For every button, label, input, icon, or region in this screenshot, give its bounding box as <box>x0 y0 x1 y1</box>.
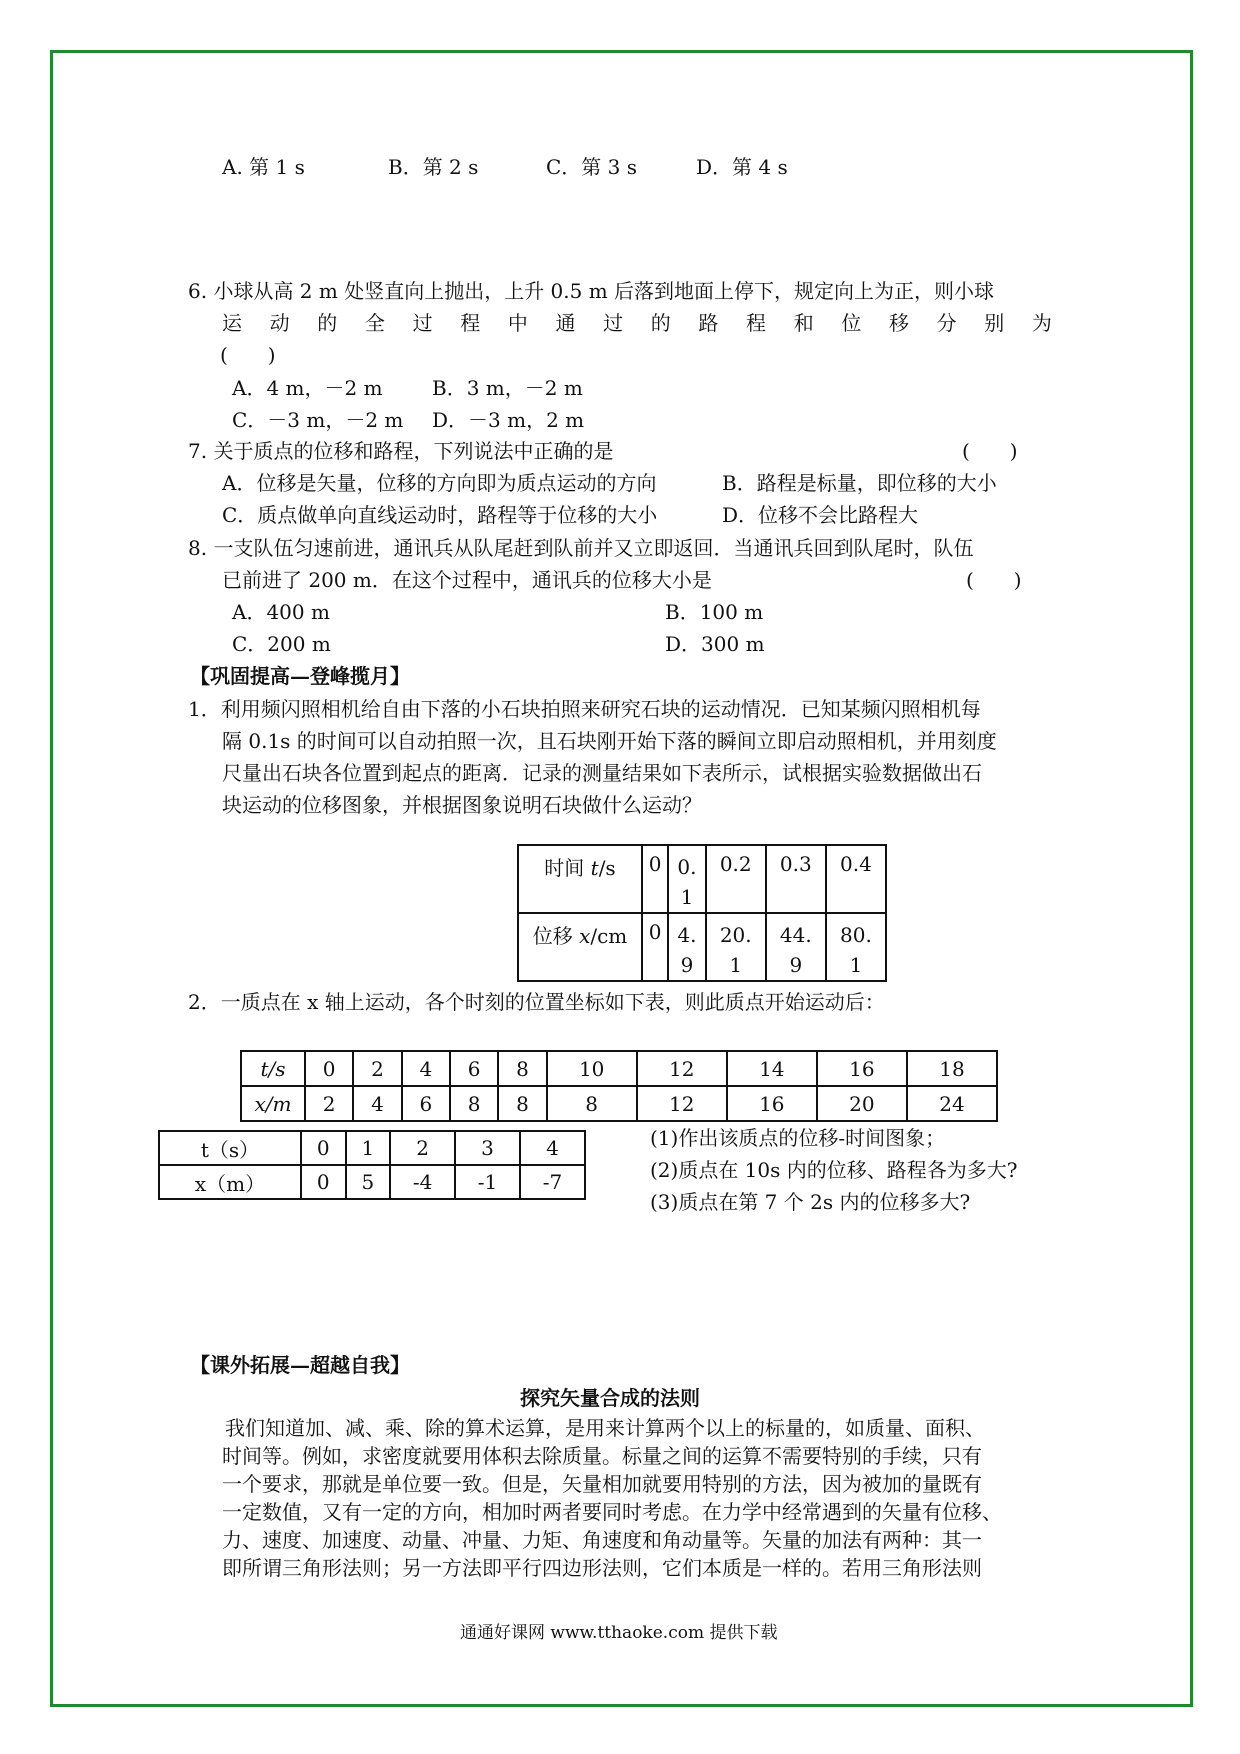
p2-sub-question-1: (1)作出该质点的位移-时间图象； <box>650 1126 946 1150</box>
q7-option-a: A．位移是矢量，位移的方向即为质点运动的方向 <box>222 471 657 495</box>
table-cell: 12 <box>637 1051 727 1086</box>
table-cell: 20 <box>817 1086 907 1121</box>
q7-answer-paren: ( ) <box>962 439 1018 463</box>
q7-option-b: B．路程是标量，即位移的大小 <box>722 471 997 495</box>
table-cell: 16 <box>817 1051 907 1086</box>
q7-stem: 7. 关于质点的位移和路程，下列说法中正确的是 <box>188 439 614 463</box>
table-cell: 2 <box>353 1051 401 1086</box>
q6-stem-line2: 运 动 的 全 过 程 中 通 过 的 路 程 和 位 移 分 别 为 <box>222 311 1052 335</box>
section-title-extension: 【课外拓展—超越自我】 <box>190 1353 410 1377</box>
table-row <box>159 1131 585 1165</box>
table-row <box>241 1051 997 1086</box>
article-title: 探究矢量合成的法则 <box>520 1386 700 1410</box>
table-cell: -1 <box>455 1165 520 1199</box>
table-cell: 16 <box>727 1086 817 1121</box>
p2-small-table <box>158 1130 586 1200</box>
table-row <box>518 913 886 981</box>
q5-option-c: C．第 3 s <box>546 155 638 179</box>
table-cell: 0.4 <box>826 845 886 913</box>
table-cell: 0 <box>301 1131 346 1165</box>
table-cell: -7 <box>520 1165 585 1199</box>
table-cell: 0. 1 <box>668 845 705 913</box>
p1-line2: 隔 0.1s 的时间可以自动拍照一次，且石块刚开始下落的瞬间立即启动照相机，并用刻度 <box>222 729 997 753</box>
article-line: 一定数值，又有一定的方向，相加时两者要同时考虑。在力学中经常遇到的矢量有位移、 <box>222 1500 1002 1524</box>
p2-stem: 2．一质点在 x 轴上运动，各个时刻的位置坐标如下表，则此质点开始运动后： <box>188 990 885 1014</box>
table-cell: t/s <box>241 1051 305 1086</box>
table-cell: 4 <box>402 1051 450 1086</box>
table-cell: 2 <box>305 1086 353 1121</box>
p2-position-table <box>240 1050 998 1122</box>
q6-option-b: B．3 m，－2 m <box>432 376 583 400</box>
table-cell: 2 <box>390 1131 455 1165</box>
article-line: 我们知道加、减、乘、除的算术运算，是用来计算两个以上的标量的，如质量、面积、 <box>205 1416 985 1440</box>
q8-option-d: D．300 m <box>665 632 765 656</box>
table-row <box>241 1086 997 1121</box>
q7-option-d: D．位移不会比路程大 <box>722 503 919 527</box>
table-cell: 5 <box>346 1165 391 1199</box>
table-cell: 14 <box>727 1051 817 1086</box>
q8-stem-line2: 已前进了 200 m．在这个过程中，通讯兵的位移大小是 <box>222 568 712 592</box>
table-cell: 80. 1 <box>826 913 886 981</box>
table-cell: 8 <box>547 1086 637 1121</box>
table-cell: 3 <box>455 1131 520 1165</box>
article-line: 力、速度、加速度、动量、冲量、力矩、角速度和角动量等。矢量的加法有两种：其一 <box>222 1528 982 1552</box>
article-line: 一个要求，那就是单位要一致。但是，矢量相加就要用特别的方法，因为被加的量既有 <box>222 1472 982 1496</box>
p1-line4: 块运动的位移图象，并根据图象说明石块做什么运动？ <box>222 793 702 817</box>
q8-option-b: B．100 m <box>665 600 764 624</box>
q8-option-a: A．400 m <box>232 600 330 624</box>
table-cell: 10 <box>547 1051 637 1086</box>
q5-option-d: D．第 4 s <box>696 155 788 179</box>
table-cell: 0.3 <box>766 845 826 913</box>
table-cell: 8 <box>498 1051 546 1086</box>
table-cell: 0 <box>642 845 668 913</box>
table-cell: 8 <box>498 1086 546 1121</box>
table-cell: x/m <box>241 1086 305 1121</box>
table-cell: 4 <box>520 1131 585 1165</box>
table-cell: 0 <box>305 1051 353 1086</box>
table-cell: 18 <box>907 1051 997 1086</box>
table-cell: 0.2 <box>706 845 766 913</box>
q5-option-b: B．第 2 s <box>388 155 479 179</box>
q6-option-d: D．－3 m，2 m <box>432 408 585 432</box>
p1-line3: 尺量出石块各位置到起点的距离．记录的测量结果如下表所示，试根据实验数据做出石 <box>222 761 982 785</box>
table-cell: 8 <box>450 1086 498 1121</box>
table-cell: 12 <box>637 1086 727 1121</box>
table-cell: 位移 x/cm <box>518 913 642 981</box>
q6-stem-line1: 6. 小球从高 2 m 处竖直向上抛出，上升 0.5 m 后落到地面上停下，规定向上为正，则小球 <box>188 279 995 303</box>
p1-line1: 1．利用频闪照相机给自由下落的小石块拍照来研究石块的运动情况．已知某频闪照相机每 <box>188 697 981 721</box>
q6-option-c: C．－3 m，－2 m <box>232 408 404 432</box>
table-cell: 44. 9 <box>766 913 826 981</box>
table-cell: x（m） <box>159 1165 301 1199</box>
article-line: 即所谓三角形法则；另一方法即平行四边形法则，它们本质是一样的。若用三角形法则 <box>222 1556 982 1580</box>
table-cell: 0 <box>642 913 668 981</box>
q8-answer-paren: ( ) <box>966 568 1022 592</box>
table-row <box>518 845 886 913</box>
table-cell: t（s） <box>159 1131 301 1165</box>
section-title-consolidate: 【巩固提高—登峰揽月】 <box>190 664 410 688</box>
q5-option-a: A. 第 1 s <box>222 155 305 179</box>
p2-sub-question-3: (3)质点在第 7 个 2s 内的位移多大? <box>650 1190 971 1214</box>
p1-data-table <box>517 844 887 982</box>
table-cell: 0 <box>301 1165 346 1199</box>
table-cell: 1 <box>346 1131 391 1165</box>
table-cell: 24 <box>907 1086 997 1121</box>
page-footer: 通通好课网 www.tthaoke.com 提供下载 <box>460 1623 778 1643</box>
table-cell: -4 <box>390 1165 455 1199</box>
table-row <box>159 1165 585 1199</box>
q7-option-c: C．质点做单向直线运动时，路程等于位移的大小 <box>222 503 658 527</box>
table-cell: 4. 9 <box>668 913 705 981</box>
table-cell: 6 <box>402 1086 450 1121</box>
table-cell: 时间 t/s <box>518 845 642 913</box>
q8-option-c: C．200 m <box>232 632 331 656</box>
table-cell: 4 <box>353 1086 401 1121</box>
table-cell: 6 <box>450 1051 498 1086</box>
table-cell: 20. 1 <box>706 913 766 981</box>
q8-stem-line1: 8. 一支队伍匀速前进，通讯兵从队尾赶到队前并又立即返回．当通讯兵回到队尾时，队伍 <box>188 536 974 560</box>
p2-sub-question-2: (2)质点在 10s 内的位移、路程各为多大? <box>650 1158 1018 1182</box>
article-line: 时间等。例如，求密度就要用体积去除质量。标量之间的运算不需要特别的手续，只有 <box>222 1444 982 1468</box>
q6-option-a: A．4 m，－2 m <box>232 376 383 400</box>
q6-answer-paren: ( ) <box>220 343 276 367</box>
